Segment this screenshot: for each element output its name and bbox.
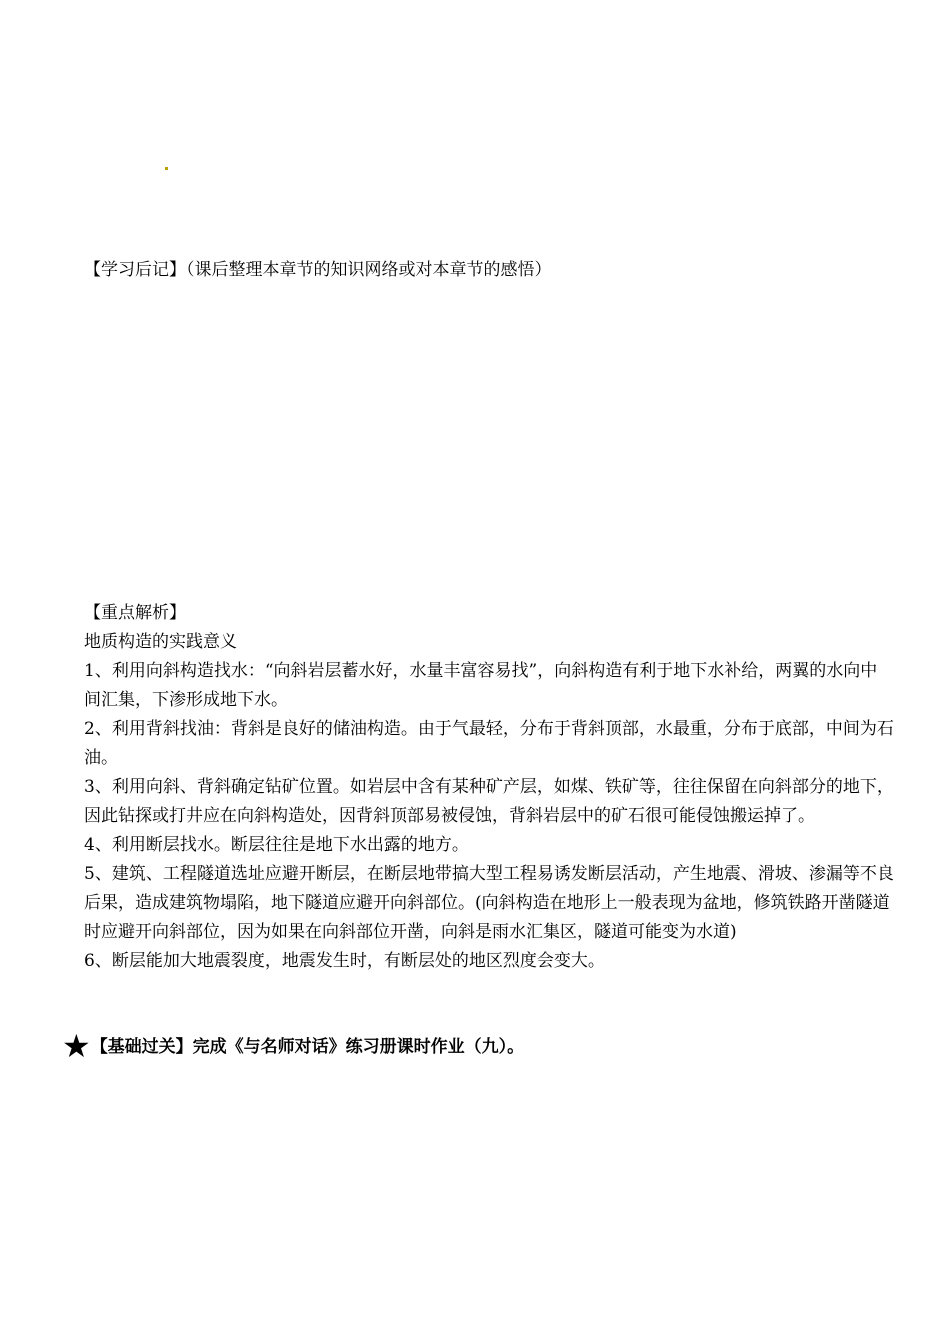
decorative-dot — [165, 167, 168, 170]
key-analysis-section — [84, 599, 894, 976]
analysis-paragraph-4: 4、利用断层找水。断层往往是地下水出露的地方。 — [84, 835, 469, 855]
study-note-hint: （课后整理本章节的知识网络或对本章节的感悟） — [186, 260, 552, 280]
analysis-subtitle: 地质构造的实践意义 — [84, 632, 237, 652]
basic-task-line — [62, 1028, 524, 1065]
task-text: 【基础过关】完成《与名师对话》练习册课时作业（九）。 — [90, 1037, 525, 1057]
analysis-heading: 【重点解析】 — [84, 603, 186, 623]
analysis-paragraph-6: 6、断层能加大地震裂度，地震发生时，有断层处的地区烈度会变大。 — [84, 951, 605, 971]
study-note-heading: 【学习后记】 — [84, 260, 186, 280]
study-note-line — [84, 256, 552, 285]
analysis-paragraph-2: 2、利用背斜找油：背斜是良好的储油构造。由于气最轻，分布于背斜顶部，水最重，分布于底部，中间为石油。 — [84, 719, 894, 768]
star-icon: ★ — [62, 1027, 91, 1065]
analysis-paragraph-1: 1、利用向斜构造找水：“向斜岩层蓄水好，水量丰富容易找”，向斜构造有利于地下水补给，两翼的水向中间汇集，下渗形成地下水。 — [84, 661, 878, 710]
analysis-paragraph-5: 5、建筑、工程隧道选址应避开断层，在断层地带搞大型工程易诱发断层活动，产生地震、滑坡、渗漏等不良后果，造成建筑物塌陷，地下隧道应避开向斜部位。(向斜构造在地形上一般表现为盆地，修筑铁路开凿隧道时应避开向斜部位，因为如果在向斜部位开凿，向斜是雨水汇集区，隧道可能变为水道) — [84, 864, 894, 942]
analysis-paragraph-3: 3、利用向斜、背斜确定钻矿位置。如岩层中含有某种矿产层，如煤、铁矿等，往往保留在向斜部分的地下，因此钻探或打井应在向斜构造处，因背斜顶部易被侵蚀，背斜岩层中的矿石很可能侵蚀搬运掉了。 — [84, 777, 894, 826]
